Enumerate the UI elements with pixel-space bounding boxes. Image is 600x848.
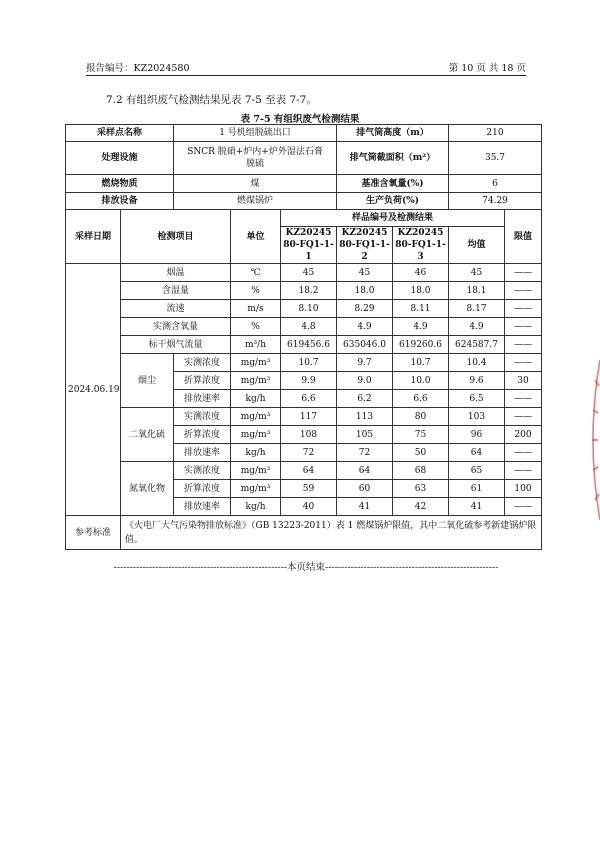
sample-1-value: 72 bbox=[281, 444, 337, 462]
sample-3-value: 46 bbox=[393, 264, 449, 282]
sample-1-value: 619456.6 bbox=[281, 336, 337, 354]
sample-2-value: 41 bbox=[337, 498, 393, 516]
average-value: 65 bbox=[449, 462, 505, 480]
sub-item-name: 折算浓度 bbox=[174, 426, 231, 444]
treatment-label: 处理设施 bbox=[66, 142, 174, 175]
sample-3-value: 619260.6 bbox=[393, 336, 449, 354]
unit-cell: ℃ bbox=[231, 264, 281, 282]
reference-text: 《火电厂大气污染物排放标准》（GB 13223-2011）表 1 燃煤锅炉限值，其中二氧化硫参考新建锅炉限值。 bbox=[121, 516, 542, 550]
table-row bbox=[66, 462, 542, 480]
group-name: 烟尘 bbox=[121, 354, 174, 408]
col-sample-2: KZ2024580-FQ1-1-2 bbox=[337, 227, 393, 264]
col-date: 采样日期 bbox=[66, 210, 121, 264]
limit-value: 30 bbox=[505, 372, 542, 390]
sample-2-value: 8.29 bbox=[337, 300, 393, 318]
table-row bbox=[66, 300, 542, 318]
unit-cell: m³/h bbox=[231, 336, 281, 354]
sample-2-value: 635046.0 bbox=[337, 336, 393, 354]
stack-area-label: 排气筒截面积（m²） bbox=[337, 142, 449, 175]
col-average: 均值 bbox=[449, 227, 505, 264]
sample-1-value: 108 bbox=[281, 426, 337, 444]
sample-1-value: 6.6 bbox=[281, 390, 337, 408]
sub-item-name: 排放速率 bbox=[174, 498, 231, 516]
limit-value: —— bbox=[505, 390, 542, 408]
sample-1-value: 8.10 bbox=[281, 300, 337, 318]
sample-3-value: 50 bbox=[393, 444, 449, 462]
sampling-point-label: 采样点名称 bbox=[66, 125, 174, 142]
average-value: 96 bbox=[449, 426, 505, 444]
report-number: 报告编号：KZ2024580 bbox=[86, 63, 190, 74]
average-value: 45 bbox=[449, 264, 505, 282]
treatment-value: SNCR 脱硝+炉内+炉外湿法石膏脱硫 bbox=[174, 142, 337, 175]
average-value: 4.9 bbox=[449, 318, 505, 336]
average-value: 41 bbox=[449, 498, 505, 516]
table-caption: 表 7-5 有组织废气检测结果 bbox=[240, 114, 360, 125]
average-value: 9.6 bbox=[449, 372, 505, 390]
load-value: 74.29 bbox=[449, 193, 542, 210]
limit-value: —— bbox=[505, 336, 542, 354]
intro-text: 7.2 有组织废气检测结果见表 7-5 至表 7-7。 bbox=[106, 94, 317, 106]
item-name: 实测含氧量 bbox=[121, 318, 231, 336]
sample-2-value: 72 bbox=[337, 444, 393, 462]
fuel-value: 煤 bbox=[174, 175, 337, 193]
item-name: 标干烟气流量 bbox=[121, 336, 231, 354]
average-value: 61 bbox=[449, 480, 505, 498]
header-divider bbox=[86, 75, 526, 76]
sample-1-value: 18.2 bbox=[281, 282, 337, 300]
sample-1-value: 4.8 bbox=[281, 318, 337, 336]
table-row bbox=[66, 318, 542, 336]
page-end-marker: ------------------------------------------------------本页结束------------------------------------------------------ bbox=[113, 562, 499, 573]
limit-value: —— bbox=[505, 408, 542, 426]
sub-item-name: 折算浓度 bbox=[174, 480, 231, 498]
limit-value: —— bbox=[505, 300, 542, 318]
unit-cell: mg/m³ bbox=[231, 372, 281, 390]
reference-row bbox=[66, 516, 542, 550]
page-header bbox=[86, 60, 526, 76]
equipment-value: 燃煤锅炉 bbox=[174, 193, 337, 210]
reference-label: 参考标准 bbox=[66, 516, 121, 550]
sample-3-value: 10.7 bbox=[393, 354, 449, 372]
unit-cell: mg/m³ bbox=[231, 426, 281, 444]
item-name: 含湿量 bbox=[121, 282, 231, 300]
limit-value: —— bbox=[505, 498, 542, 516]
unit-cell: kg/h bbox=[231, 390, 281, 408]
sample-3-value: 4.9 bbox=[393, 318, 449, 336]
limit-value: 100 bbox=[505, 480, 542, 498]
sample-2-value: 105 bbox=[337, 426, 393, 444]
col-results: 样品编号及检测结果 bbox=[281, 210, 505, 227]
table-row bbox=[66, 336, 542, 354]
unit-cell: % bbox=[231, 318, 281, 336]
sample-1-value: 45 bbox=[281, 264, 337, 282]
sample-2-value: 6.2 bbox=[337, 390, 393, 408]
limit-value: —— bbox=[505, 354, 542, 372]
equipment-label: 排放设备 bbox=[66, 193, 174, 210]
unit-cell: mg/m³ bbox=[231, 408, 281, 426]
sample-3-value: 75 bbox=[393, 426, 449, 444]
ref-oxygen-value: 6 bbox=[449, 175, 542, 193]
stack-area-value: 35.7 bbox=[449, 142, 542, 175]
sub-item-name: 折算浓度 bbox=[174, 372, 231, 390]
average-value: 10.4 bbox=[449, 354, 505, 372]
sample-2-value: 64 bbox=[337, 462, 393, 480]
average-value: 103 bbox=[449, 408, 505, 426]
limit-value: 200 bbox=[505, 426, 542, 444]
sub-item-name: 实测浓度 bbox=[174, 408, 231, 426]
sample-1-value: 9.9 bbox=[281, 372, 337, 390]
limit-value: —— bbox=[505, 264, 542, 282]
sub-item-name: 实测浓度 bbox=[174, 462, 231, 480]
sample-2-value: 9.7 bbox=[337, 354, 393, 372]
average-value: 8.17 bbox=[449, 300, 505, 318]
sample-3-value: 80 bbox=[393, 408, 449, 426]
sample-1-value: 40 bbox=[281, 498, 337, 516]
sample-1-value: 117 bbox=[281, 408, 337, 426]
unit-cell: mg/m³ bbox=[231, 354, 281, 372]
col-unit: 单位 bbox=[231, 210, 281, 264]
sample-3-value: 68 bbox=[393, 462, 449, 480]
col-sample-1: KZ2024580-FQ1-1-1 bbox=[281, 227, 337, 264]
group-name: 二氧化硫 bbox=[121, 408, 174, 462]
average-value: 18.1 bbox=[449, 282, 505, 300]
results-table bbox=[65, 124, 542, 550]
sampling-point-value: 1 号机组脱硫出口 bbox=[174, 125, 337, 142]
unit-cell: mg/m³ bbox=[231, 480, 281, 498]
average-value: 624587.7 bbox=[449, 336, 505, 354]
sub-item-name: 排放速率 bbox=[174, 390, 231, 408]
sample-1-value: 64 bbox=[281, 462, 337, 480]
unit-cell: kg/h bbox=[231, 498, 281, 516]
table-row bbox=[66, 282, 542, 300]
unit-cell: kg/h bbox=[231, 444, 281, 462]
average-value: 6.5 bbox=[449, 390, 505, 408]
limit-value: —— bbox=[505, 282, 542, 300]
average-value: 64 bbox=[449, 444, 505, 462]
col-sample-3: KZ2024580-FQ1-1-3 bbox=[393, 227, 449, 264]
sub-item-name: 排放速率 bbox=[174, 444, 231, 462]
sample-2-value: 60 bbox=[337, 480, 393, 498]
unit-cell: mg/m³ bbox=[231, 462, 281, 480]
sample-3-value: 18.0 bbox=[393, 282, 449, 300]
table-row bbox=[66, 354, 542, 372]
ref-oxygen-label: 基准含氧量(%) bbox=[337, 175, 449, 193]
sample-1-value: 59 bbox=[281, 480, 337, 498]
item-name: 烟温 bbox=[121, 264, 231, 282]
sample-3-value: 10.0 bbox=[393, 372, 449, 390]
fuel-label: 燃烧物质 bbox=[66, 175, 174, 193]
sampling-date: 2024.06.19 bbox=[66, 264, 121, 516]
item-name: 流速 bbox=[121, 300, 231, 318]
stack-height-label: 排气筒高度（m） bbox=[337, 125, 449, 142]
sample-2-value: 113 bbox=[337, 408, 393, 426]
limit-value: —— bbox=[505, 462, 542, 480]
col-limit: 限值 bbox=[505, 210, 542, 264]
sample-1-value: 10.7 bbox=[281, 354, 337, 372]
sample-3-value: 6.6 bbox=[393, 390, 449, 408]
red-seal-stamp bbox=[582, 360, 600, 520]
sample-2-value: 4.9 bbox=[337, 318, 393, 336]
unit-cell: m/s bbox=[231, 300, 281, 318]
sample-3-value: 8.11 bbox=[393, 300, 449, 318]
unit-cell: % bbox=[231, 282, 281, 300]
col-item: 检测项目 bbox=[121, 210, 231, 264]
sample-2-value: 45 bbox=[337, 264, 393, 282]
group-name: 氮氧化物 bbox=[121, 462, 174, 516]
sub-item-name: 实测浓度 bbox=[174, 354, 231, 372]
table-row bbox=[66, 264, 542, 282]
sample-2-value: 9.0 bbox=[337, 372, 393, 390]
limit-value: —— bbox=[505, 444, 542, 462]
sample-2-value: 18.0 bbox=[337, 282, 393, 300]
load-label: 生产负荷(%) bbox=[337, 193, 449, 210]
limit-value: —— bbox=[505, 318, 542, 336]
stack-height-value: 210 bbox=[449, 125, 542, 142]
table-row bbox=[66, 408, 542, 426]
sample-3-value: 42 bbox=[393, 498, 449, 516]
page-info: 第 10 页 共 18 页 bbox=[448, 63, 526, 74]
sample-3-value: 63 bbox=[393, 480, 449, 498]
